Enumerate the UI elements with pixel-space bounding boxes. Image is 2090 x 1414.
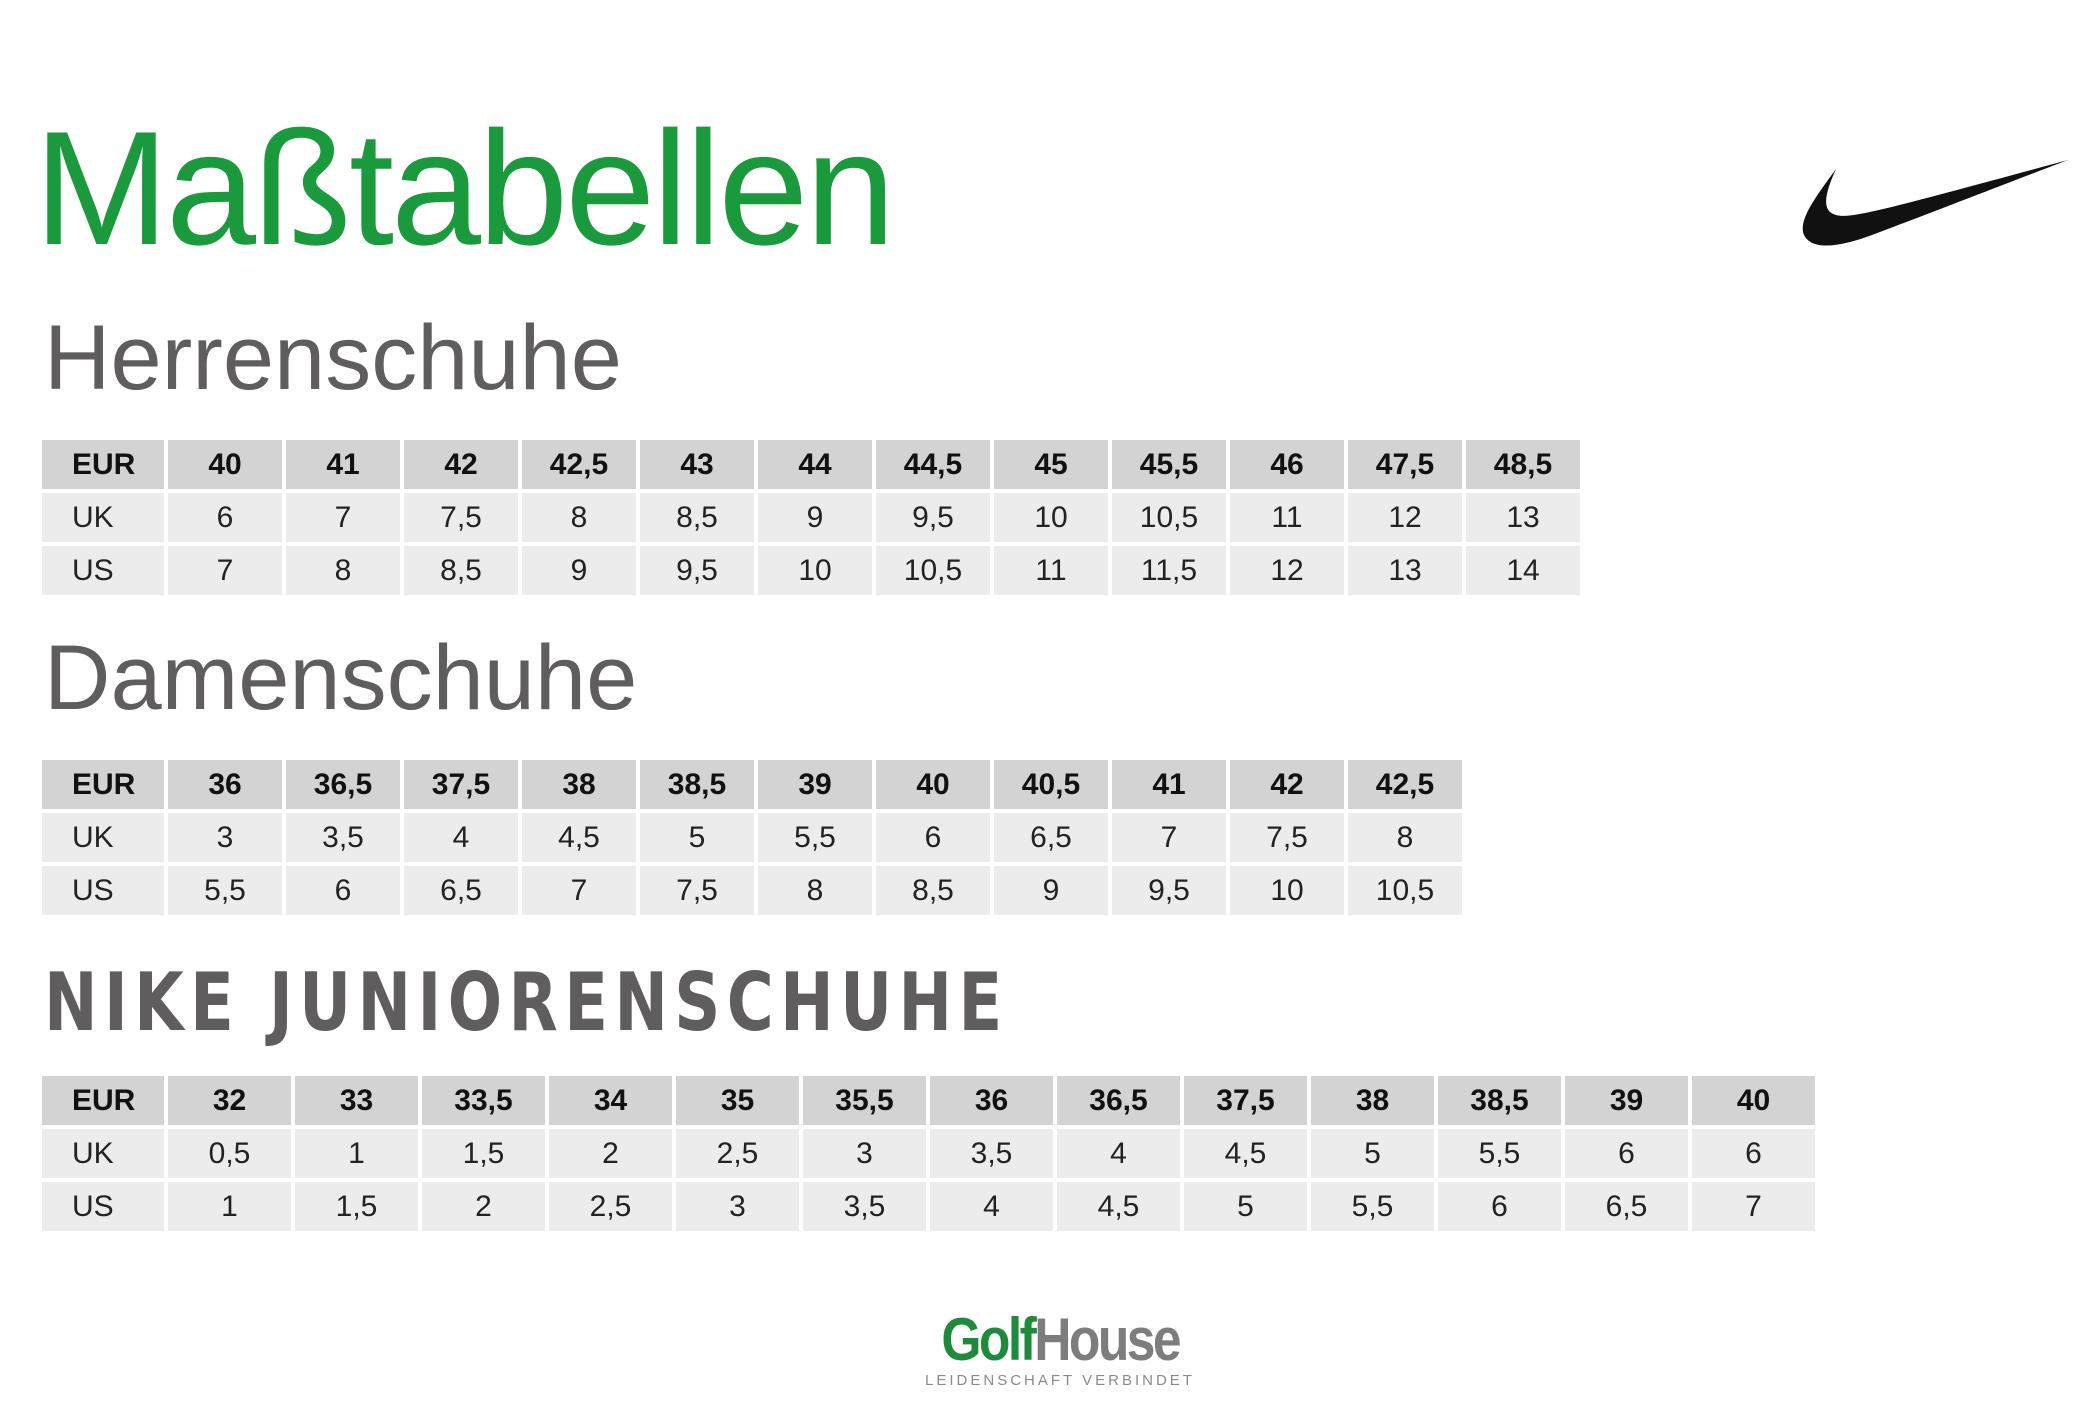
- size-cell: 6: [168, 493, 282, 542]
- size-cell: 6: [286, 866, 400, 915]
- size-cell: 4: [404, 813, 518, 862]
- size-cell: 39: [1565, 1076, 1688, 1125]
- size-cell: 10,5: [876, 546, 990, 595]
- size-cell: 36: [168, 760, 282, 809]
- size-cell: 8: [758, 866, 872, 915]
- size-cell: 5: [1184, 1182, 1307, 1231]
- size-cell: 8: [286, 546, 400, 595]
- size-cell: 42: [1230, 760, 1344, 809]
- size-cell: 8,5: [404, 546, 518, 595]
- size-table-damen: [38, 756, 1466, 919]
- size-cell: 32: [168, 1076, 291, 1125]
- table-row: [42, 1129, 1815, 1178]
- size-cell: 1,5: [422, 1129, 545, 1178]
- size-cell: 8: [1348, 813, 1462, 862]
- size-cell: 38: [522, 760, 636, 809]
- size-cell: 43: [640, 440, 754, 489]
- size-cell: 41: [286, 440, 400, 489]
- size-cell: 40,5: [994, 760, 1108, 809]
- row-label-cell: UK: [42, 813, 164, 862]
- size-cell: 3,5: [930, 1129, 1053, 1178]
- size-cell: 39: [758, 760, 872, 809]
- size-cell: 10: [994, 493, 1108, 542]
- table-row: [42, 813, 1462, 862]
- size-cell: 10,5: [1112, 493, 1226, 542]
- row-label-cell: UK: [42, 1129, 164, 1178]
- size-cell: 40: [1692, 1076, 1815, 1125]
- size-cell: 8: [522, 493, 636, 542]
- size-cell: 42,5: [522, 440, 636, 489]
- size-cell: 11: [994, 546, 1108, 595]
- size-cell: 10,5: [1348, 866, 1462, 915]
- size-cell: 8,5: [876, 866, 990, 915]
- size-cell: 36,5: [286, 760, 400, 809]
- size-cell: 11: [1230, 493, 1344, 542]
- size-table-herren: [38, 436, 1584, 599]
- size-cell: 2,5: [676, 1129, 799, 1178]
- size-cell: 40: [168, 440, 282, 489]
- brand-name-part1: Golf: [941, 1306, 1035, 1373]
- size-cell: 44: [758, 440, 872, 489]
- size-cell: 11,5: [1112, 546, 1226, 595]
- size-cell: 6,5: [1565, 1182, 1688, 1231]
- row-label-cell: UK: [42, 493, 164, 542]
- size-cell: 38,5: [640, 760, 754, 809]
- size-cell: 40: [876, 760, 990, 809]
- size-cell: 12: [1230, 546, 1344, 595]
- size-cell: 6: [1692, 1129, 1815, 1178]
- size-cell: 35,5: [803, 1076, 926, 1125]
- size-cell: 9: [522, 546, 636, 595]
- size-cell: 36: [930, 1076, 1053, 1125]
- table-row: [42, 546, 1580, 595]
- size-cell: 37,5: [1184, 1076, 1307, 1125]
- size-cell: 3,5: [286, 813, 400, 862]
- golfhouse-logo: [910, 1306, 1210, 1389]
- size-cell: 2: [549, 1129, 672, 1178]
- size-table-junioren: [38, 1072, 1819, 1235]
- size-cell: 13: [1466, 493, 1580, 542]
- size-cell: 9,5: [1112, 866, 1226, 915]
- size-cell: 41: [1112, 760, 1226, 809]
- size-cell: 12: [1348, 493, 1462, 542]
- size-cell: 0,5: [168, 1129, 291, 1178]
- table-header-row: [42, 440, 1580, 489]
- size-cell: 36,5: [1057, 1076, 1180, 1125]
- size-cell: 1: [168, 1182, 291, 1231]
- size-cell: 38,5: [1438, 1076, 1561, 1125]
- size-cell: 7: [286, 493, 400, 542]
- size-cell: 4,5: [1184, 1129, 1307, 1178]
- size-cell: 14: [1466, 546, 1580, 595]
- size-cell: 4: [930, 1182, 1053, 1231]
- size-cell: 9,5: [640, 546, 754, 595]
- size-cell: 7: [1112, 813, 1226, 862]
- size-cell: 34: [549, 1076, 672, 1125]
- brand-tagline: LEIDENSCHAFT VERBINDET: [925, 1372, 1195, 1389]
- size-cell: 45,5: [1112, 440, 1226, 489]
- size-cell: 37,5: [404, 760, 518, 809]
- size-cell: 7,5: [404, 493, 518, 542]
- size-cell: 13: [1348, 546, 1462, 595]
- row-label-cell: US: [42, 866, 164, 915]
- section-title-herren: Herrenschuhe: [44, 307, 622, 409]
- size-cell: 1: [295, 1129, 418, 1178]
- size-cell: 9: [758, 493, 872, 542]
- brand-name-part2: House: [1034, 1306, 1179, 1373]
- row-label-cell: EUR: [42, 1076, 164, 1125]
- size-cell: 9: [994, 866, 1108, 915]
- size-cell: 7,5: [640, 866, 754, 915]
- page-title: Maßtabellen: [34, 98, 893, 279]
- size-cell: 35: [676, 1076, 799, 1125]
- size-cell: 3: [168, 813, 282, 862]
- size-cell: 9,5: [876, 493, 990, 542]
- size-cell: 42,5: [1348, 760, 1462, 809]
- size-cell: 2: [422, 1182, 545, 1231]
- size-cell: 45: [994, 440, 1108, 489]
- size-cell: 3: [676, 1182, 799, 1231]
- size-cell: 4,5: [1057, 1182, 1180, 1231]
- table-header-row: [42, 760, 1462, 809]
- size-cell: 7: [522, 866, 636, 915]
- size-cell: 4: [1057, 1129, 1180, 1178]
- row-label-cell: US: [42, 546, 164, 595]
- size-cell: 5: [640, 813, 754, 862]
- size-cell: 10: [758, 546, 872, 595]
- size-cell: 7: [1692, 1182, 1815, 1231]
- size-cell: 6,5: [404, 866, 518, 915]
- size-cell: 1,5: [295, 1182, 418, 1231]
- size-cell: 10: [1230, 866, 1344, 915]
- row-label-cell: US: [42, 1182, 164, 1231]
- size-cell: 4,5: [522, 813, 636, 862]
- size-cell: 33: [295, 1076, 418, 1125]
- size-cell: 44,5: [876, 440, 990, 489]
- size-cell: 48,5: [1466, 440, 1580, 489]
- table-row: [42, 866, 1462, 915]
- size-cell: 6: [876, 813, 990, 862]
- size-cell: 7,5: [1230, 813, 1344, 862]
- table-header-row: [42, 1076, 1815, 1125]
- size-cell: 6,5: [994, 813, 1108, 862]
- section-title-junioren: NIKE JUNIORENSCHUHE: [44, 956, 1009, 1049]
- size-cell: 5,5: [1311, 1182, 1434, 1231]
- size-cell: 46: [1230, 440, 1344, 489]
- size-cell: 5,5: [168, 866, 282, 915]
- size-cell: 38: [1311, 1076, 1434, 1125]
- size-cell: 3: [803, 1129, 926, 1178]
- size-cell: 2,5: [549, 1182, 672, 1231]
- size-cell: 5,5: [758, 813, 872, 862]
- section-title-damen: Damenschuhe: [44, 627, 638, 729]
- size-cell: 8,5: [640, 493, 754, 542]
- size-cell: 33,5: [422, 1076, 545, 1125]
- size-cell: 6: [1438, 1182, 1561, 1231]
- size-cell: 7: [168, 546, 282, 595]
- size-cell: 5: [1311, 1129, 1434, 1178]
- size-cell: 42: [404, 440, 518, 489]
- size-cell: 47,5: [1348, 440, 1462, 489]
- row-label-cell: EUR: [42, 440, 164, 489]
- row-label-cell: EUR: [42, 760, 164, 809]
- size-cell: 6: [1565, 1129, 1688, 1178]
- brand-name: [941, 1306, 1179, 1373]
- swoosh-icon: [1800, 155, 2070, 255]
- table-row: [42, 493, 1580, 542]
- size-cell: 3,5: [803, 1182, 926, 1231]
- size-cell: 5,5: [1438, 1129, 1561, 1178]
- table-row: [42, 1182, 1815, 1231]
